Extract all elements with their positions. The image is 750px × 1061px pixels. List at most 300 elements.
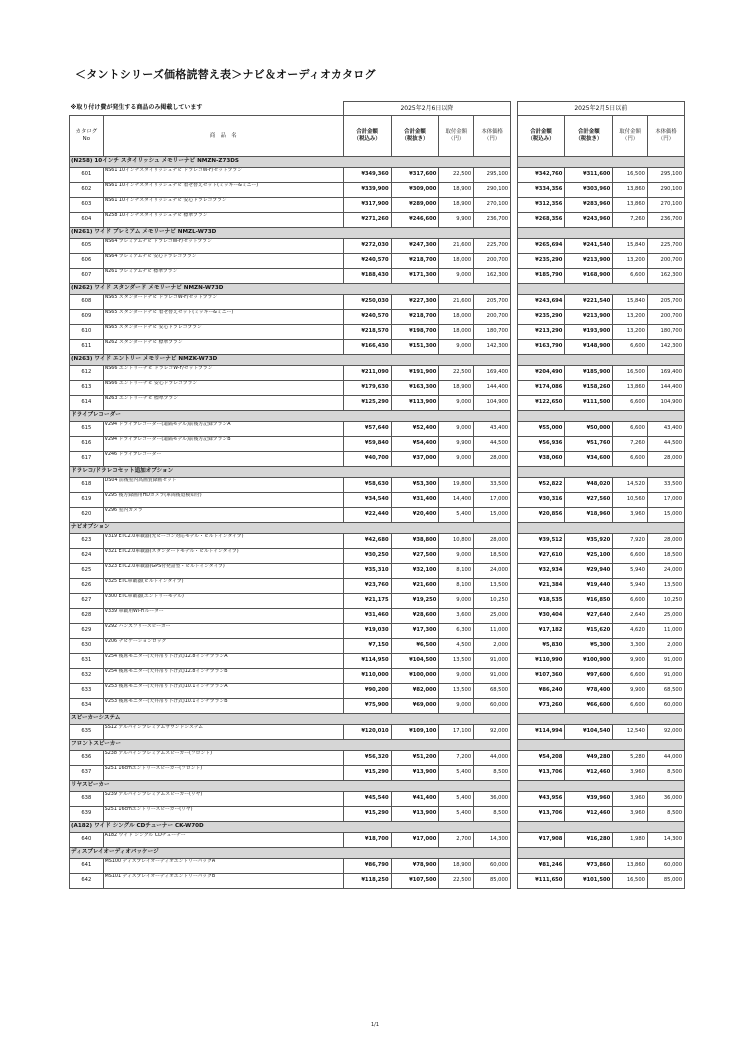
total-incl: ¥240,570 [343,254,391,269]
body-price: 13,500 [474,579,511,594]
body-price: 169,400 [474,366,511,381]
install-price-old: 3,960 [613,807,648,822]
catalog-no: 636 [70,751,104,766]
install-price-old: 7,260 [613,213,648,228]
catalog-no: 614 [70,396,104,411]
catalog-no: 627 [70,594,104,609]
total-incl: ¥86,790 [343,859,391,874]
table-row [70,325,685,340]
total-incl-old: ¥27,610 [517,549,565,564]
install-price-old: 16,500 [613,168,648,183]
install-price-old: 13,200 [613,254,648,269]
total-incl-old: ¥204,490 [517,366,565,381]
product-name: V323 ETC2.0車載器(GPS付発話型・ビルトインタイプ) [103,564,343,579]
install-price-old: 16,500 [613,874,648,889]
body-price: 10,250 [474,594,511,609]
total-incl-old: ¥334,356 [517,183,565,198]
install-price-old: 13,860 [613,198,648,213]
total-excl: ¥246,600 [391,213,439,228]
install-price: 8,100 [439,564,474,579]
header-install: 取付金額 （円） [439,116,474,157]
body-price-old: 43,400 [647,422,684,437]
install-price: 5,400 [439,792,474,807]
table-row [70,564,685,579]
total-excl: ¥191,900 [391,366,439,381]
total-excl-old: ¥185,900 [565,366,613,381]
table-row [70,422,685,437]
body-price: 142,300 [474,340,511,355]
total-excl-old: ¥148,900 [565,340,613,355]
total-incl-old: ¥342,760 [517,168,565,183]
install-price: 18,000 [439,325,474,340]
total-excl-old: ¥16,280 [565,833,613,848]
section-title: フロントスピーカー [70,740,511,751]
total-excl-old: ¥303,960 [565,183,613,198]
total-excl: ¥163,300 [391,381,439,396]
body-price-old: 91,000 [647,654,684,669]
product-name: V294 ドライブレコーダー(遠隔モデル)前後方記録プランB [103,437,343,452]
catalog-no: 633 [70,684,104,699]
total-incl: ¥125,290 [343,396,391,411]
body-price: 24,000 [474,564,511,579]
catalog-no: 615 [70,422,104,437]
catalog-no: 629 [70,624,104,639]
total-incl-old: ¥73,260 [517,699,565,714]
table-row [70,833,685,848]
install-price: 22,500 [439,168,474,183]
header-body-price: 本体価格 （円） [474,116,511,157]
body-price-old: 18,500 [647,549,684,564]
total-excl: ¥28,600 [391,609,439,624]
install-price-old: 6,600 [613,549,648,564]
install-price: 21,600 [439,239,474,254]
total-incl: ¥166,430 [343,340,391,355]
total-excl-old: ¥39,960 [565,792,613,807]
total-excl-old: ¥78,400 [565,684,613,699]
catalog-no: 639 [70,807,104,822]
table-row [70,478,685,493]
total-excl-old: ¥221,540 [565,295,613,310]
total-incl: ¥15,290 [343,766,391,781]
total-excl-old: ¥34,600 [565,452,613,467]
body-price-old: 290,100 [647,183,684,198]
total-incl: ¥211,090 [343,366,391,381]
total-incl-old: ¥13,706 [517,807,565,822]
body-price-old: 180,700 [647,325,684,340]
section-header [70,740,685,751]
total-incl-old: ¥17,908 [517,833,565,848]
body-price-old: 205,700 [647,295,684,310]
total-excl-old: ¥19,440 [565,579,613,594]
install-price: 18,000 [439,310,474,325]
total-incl: ¥240,570 [343,310,391,325]
total-excl-old: ¥29,940 [565,564,613,579]
body-price: 144,400 [474,381,511,396]
period-old: 2025年2月5日以前 [517,102,684,116]
body-price: 85,000 [474,874,511,889]
total-excl: ¥54,400 [391,437,439,452]
section-title: ナビオプション [70,523,511,534]
install-price-old: 2,640 [613,609,648,624]
body-price-old: 144,400 [647,381,684,396]
total-excl: ¥20,400 [391,508,439,523]
header-total-excl: 合計金額 （税抜き） [391,116,439,157]
total-excl-old: ¥50,000 [565,422,613,437]
total-incl: ¥118,250 [343,874,391,889]
total-incl: ¥22,440 [343,508,391,523]
install-price-old: 6,600 [613,594,648,609]
total-incl-old: ¥54,208 [517,751,565,766]
total-excl: ¥51,200 [391,751,439,766]
total-incl-old: ¥32,934 [517,564,565,579]
body-price: 225,700 [474,239,511,254]
total-excl-old: ¥158,260 [565,381,613,396]
install-price-old: 13,200 [613,325,648,340]
body-price: 36,000 [474,792,511,807]
period-new: 2025年2月6日以降 [343,102,510,116]
total-excl: ¥289,000 [391,198,439,213]
total-excl-old: ¥5,300 [565,639,613,654]
install-price: 18,900 [439,198,474,213]
section-header [70,467,685,478]
body-price-old: 225,700 [647,239,684,254]
install-price: 9,000 [439,699,474,714]
body-price: 17,000 [474,493,511,508]
table-row [70,183,685,198]
catalog-no: 618 [70,478,104,493]
product-name: N263 エントリーナビ 標準プラン [103,396,343,411]
total-incl: ¥114,950 [343,654,391,669]
body-price-old: 13,500 [647,579,684,594]
total-incl: ¥339,900 [343,183,391,198]
header-product-name: 商 品 名 [103,116,343,157]
column-header-row [70,116,685,157]
body-price: 44,000 [474,751,511,766]
catalog-no: 638 [70,792,104,807]
body-price-old: 10,250 [647,594,684,609]
install-price-old: 3,300 [613,639,648,654]
page-number: 1/1 [370,1022,380,1028]
section-header [70,714,685,725]
total-incl-old: ¥38,060 [517,452,565,467]
catalog-no: 628 [70,609,104,624]
product-name: NS61 10インチスタイリッシュナビ ドラレコW-F/セットプラン [103,168,343,183]
install-price-old: 1,980 [613,833,648,848]
catalog-no: 601 [70,168,104,183]
install-price: 5,400 [439,508,474,523]
header-total-incl-old: 合計金額 （税込み） [517,116,565,157]
body-price-old: 60,000 [647,859,684,874]
install-price-old: 13,200 [613,310,648,325]
body-price-old: 24,000 [647,564,684,579]
table-row [70,437,685,452]
section-title: ドラレコ/ドラレコセット追加オプション [70,467,511,478]
total-excl-old: ¥12,460 [565,807,613,822]
body-price-old: 91,000 [647,669,684,684]
body-price-old: 17,000 [647,493,684,508]
section-title: (N261) ワイド プレミアム メモリーナビ NMZL-W73D [70,228,511,239]
install-price-old: 13,860 [613,859,648,874]
section-header [70,411,685,422]
total-excl: ¥31,400 [391,493,439,508]
body-price: 91,000 [474,669,511,684]
install-price: 9,000 [439,669,474,684]
catalog-no: 632 [70,669,104,684]
install-price: 5,400 [439,766,474,781]
product-name: NS61 10インチスタイリッシュナビ 着せ替えセット(ミッキー&ミニー) [103,183,343,198]
catalog-no: 641 [70,859,104,874]
install-price: 13,500 [439,684,474,699]
body-price-old: 104,900 [647,396,684,411]
install-price: 9,000 [439,452,474,467]
install-price-old: 9,900 [613,654,648,669]
body-price: 25,000 [474,609,511,624]
body-price: 290,100 [474,183,511,198]
catalog-no: 607 [70,269,104,284]
total-incl: ¥15,290 [343,807,391,822]
total-excl-old: ¥27,640 [565,609,613,624]
total-excl: ¥19,250 [391,594,439,609]
install-price-old: 6,600 [613,452,648,467]
total-incl: ¥56,320 [343,751,391,766]
total-excl-old: ¥49,280 [565,751,613,766]
body-price: 8,500 [474,807,511,822]
install-price-old: 14,520 [613,478,648,493]
install-price-old: 6,600 [613,422,648,437]
product-name: V254 後席モニター(天井吊り下げ式)12.8インチプランA [103,654,343,669]
install-price: 21,600 [439,295,474,310]
total-excl-old: ¥97,600 [565,669,613,684]
total-incl: ¥188,430 [343,269,391,284]
table-row [70,699,685,714]
install-price: 9,000 [439,594,474,609]
body-price-old: 2,000 [647,639,684,654]
table-row [70,239,685,254]
total-excl: ¥13,900 [391,766,439,781]
total-excl: ¥78,900 [391,859,439,874]
total-excl: ¥32,100 [391,564,439,579]
table-row [70,684,685,699]
total-excl-old: ¥35,920 [565,534,613,549]
total-incl-old: ¥21,384 [517,579,565,594]
catalog-no: 635 [70,725,104,740]
install-price-old: 13,860 [613,183,648,198]
section-header [70,228,685,239]
table-row [70,381,685,396]
total-incl: ¥271,260 [343,213,391,228]
total-excl-old: ¥100,900 [565,654,613,669]
install-price-old: 6,600 [613,669,648,684]
total-excl: ¥6,500 [391,639,439,654]
table-row [70,594,685,609]
total-incl-old: ¥243,694 [517,295,565,310]
body-price-old: 85,000 [647,874,684,889]
header-total-excl-old: 合計金額 （税抜き） [565,116,613,157]
table-row [70,168,685,183]
install-price: 9,000 [439,422,474,437]
install-price-old: 12,540 [613,725,648,740]
install-price: 9,000 [439,549,474,564]
total-incl-old: ¥163,790 [517,340,565,355]
table-row [70,766,685,781]
install-price-old: 3,960 [613,766,648,781]
product-name: NS65 スタンダードナビ 安心ドラレコプラン [103,325,343,340]
total-incl: ¥272,030 [343,239,391,254]
install-price-old: 7,920 [613,534,648,549]
install-price: 17,100 [439,725,474,740]
section-header [70,157,685,168]
total-excl-old: ¥25,100 [565,549,613,564]
install-price: 9,000 [439,269,474,284]
total-excl: ¥53,300 [391,478,439,493]
total-incl-old: ¥312,356 [517,198,565,213]
product-name: V295 後方録画用HDカメラ(車両後退検知付) [103,493,343,508]
body-price-old: 33,500 [647,478,684,493]
body-price-old: 295,100 [647,168,684,183]
body-price: 60,000 [474,859,511,874]
catalog-no: 605 [70,239,104,254]
catalog-no: 603 [70,198,104,213]
body-price: 28,000 [474,452,511,467]
section-title: ディスプレイオーディオパッケージ [70,848,511,859]
total-incl-old: ¥235,290 [517,254,565,269]
catalog-no: 606 [70,254,104,269]
total-excl-old: ¥16,850 [565,594,613,609]
section-header [70,781,685,792]
total-incl: ¥57,640 [343,422,391,437]
product-name: NS64 プレミアムナビ 安心ドラレコプラン [103,254,343,269]
total-incl-old: ¥18,535 [517,594,565,609]
total-incl-old: ¥107,360 [517,669,565,684]
total-excl: ¥100,000 [391,669,439,684]
install-price-old: 15,840 [613,239,648,254]
total-incl: ¥110,000 [343,669,391,684]
table-row [70,669,685,684]
install-price: 18,900 [439,381,474,396]
body-price: 180,700 [474,325,511,340]
product-name: S251 16cmエントリースピーカー(フロント) [103,766,343,781]
total-incl-old: ¥20,856 [517,508,565,523]
catalog-no: 620 [70,508,104,523]
total-incl: ¥31,460 [343,609,391,624]
total-incl: ¥218,570 [343,325,391,340]
install-price: 9,900 [439,213,474,228]
body-price: 18,500 [474,549,511,564]
body-price: 2,000 [474,639,511,654]
catalog-no: 604 [70,213,104,228]
body-price: 43,400 [474,422,511,437]
total-incl: ¥250,030 [343,295,391,310]
install-price: 19,800 [439,478,474,493]
header-total-incl: 合計金額 （税込み） [343,116,391,157]
install-price: 18,000 [439,254,474,269]
total-incl-old: ¥265,694 [517,239,565,254]
table-row [70,609,685,624]
header-body-price-old: 本体価格 （円） [647,116,684,157]
section-header [70,523,685,534]
install-price-old: 3,960 [613,792,648,807]
body-price: 205,700 [474,295,511,310]
note: ※取り付け費が発生する商品のみ掲載しています [70,102,344,116]
install-price-old: 3,960 [613,508,648,523]
product-name: V292 ハンズフリースピーカー [103,624,343,639]
total-incl-old: ¥5,830 [517,639,565,654]
total-excl: ¥151,300 [391,340,439,355]
product-name: V246 ドライブレコーダー [103,452,343,467]
total-excl: ¥107,500 [391,874,439,889]
install-price-old: 4,620 [613,624,648,639]
total-incl-old: ¥86,240 [517,684,565,699]
body-price: 44,500 [474,437,511,452]
install-price-old: 5,940 [613,564,648,579]
catalog-no: 642 [70,874,104,889]
catalog-no: 640 [70,833,104,848]
body-price: 200,700 [474,254,511,269]
total-incl: ¥40,700 [343,452,391,467]
table-row [70,493,685,508]
body-price-old: 169,400 [647,366,684,381]
body-price-old: 8,500 [647,766,684,781]
product-name: N262 スタンダードナビ 標準プラン [103,340,343,355]
total-incl-old: ¥39,512 [517,534,565,549]
product-name: NS61 10インチスタイリッシュナビ 安心ドラレコプラン [103,198,343,213]
body-price: 270,100 [474,198,511,213]
total-incl-old: ¥52,822 [517,478,565,493]
body-price-old: 15,000 [647,508,684,523]
total-incl: ¥59,840 [343,437,391,452]
total-excl-old: ¥111,500 [565,396,613,411]
catalog-no: 624 [70,549,104,564]
catalog-no: 634 [70,699,104,714]
body-price: 11,000 [474,624,511,639]
total-excl-old: ¥241,540 [565,239,613,254]
body-price-old: 36,000 [647,792,684,807]
section-header [70,848,685,859]
total-incl-old: ¥213,290 [517,325,565,340]
section-title: スピーカーシステム [70,714,511,725]
install-price: 9,000 [439,340,474,355]
body-price-old: 68,500 [647,684,684,699]
total-excl-old: ¥193,900 [565,325,613,340]
total-incl: ¥18,700 [343,833,391,848]
page-title: ＜タントシリーズ価格読替え表＞ナビ＆オーディオカタログ [75,68,376,81]
total-incl-old: ¥122,650 [517,396,565,411]
table-row [70,654,685,669]
body-price: 33,500 [474,478,511,493]
body-price: 28,000 [474,534,511,549]
product-name: V319 ETC2.0車載器(光ビーコン対応モデル・ビルトインタイプ) [103,534,343,549]
total-incl: ¥120,010 [343,725,391,740]
total-excl: ¥17,000 [391,833,439,848]
total-excl: ¥247,300 [391,239,439,254]
total-excl: ¥227,300 [391,295,439,310]
total-excl-old: ¥283,960 [565,198,613,213]
total-excl: ¥13,900 [391,807,439,822]
total-excl: ¥218,700 [391,310,439,325]
total-excl: ¥27,500 [391,549,439,564]
install-price: 18,900 [439,183,474,198]
total-incl-old: ¥13,706 [517,766,565,781]
install-price: 7,200 [439,751,474,766]
table-row [70,639,685,654]
install-price: 8,100 [439,579,474,594]
total-excl: ¥41,400 [391,792,439,807]
install-price: 3,600 [439,609,474,624]
section-header [70,284,685,295]
total-excl-old: ¥101,500 [565,874,613,889]
install-price-old: 13,860 [613,381,648,396]
header-install-old: 取付金額 （円） [613,116,648,157]
